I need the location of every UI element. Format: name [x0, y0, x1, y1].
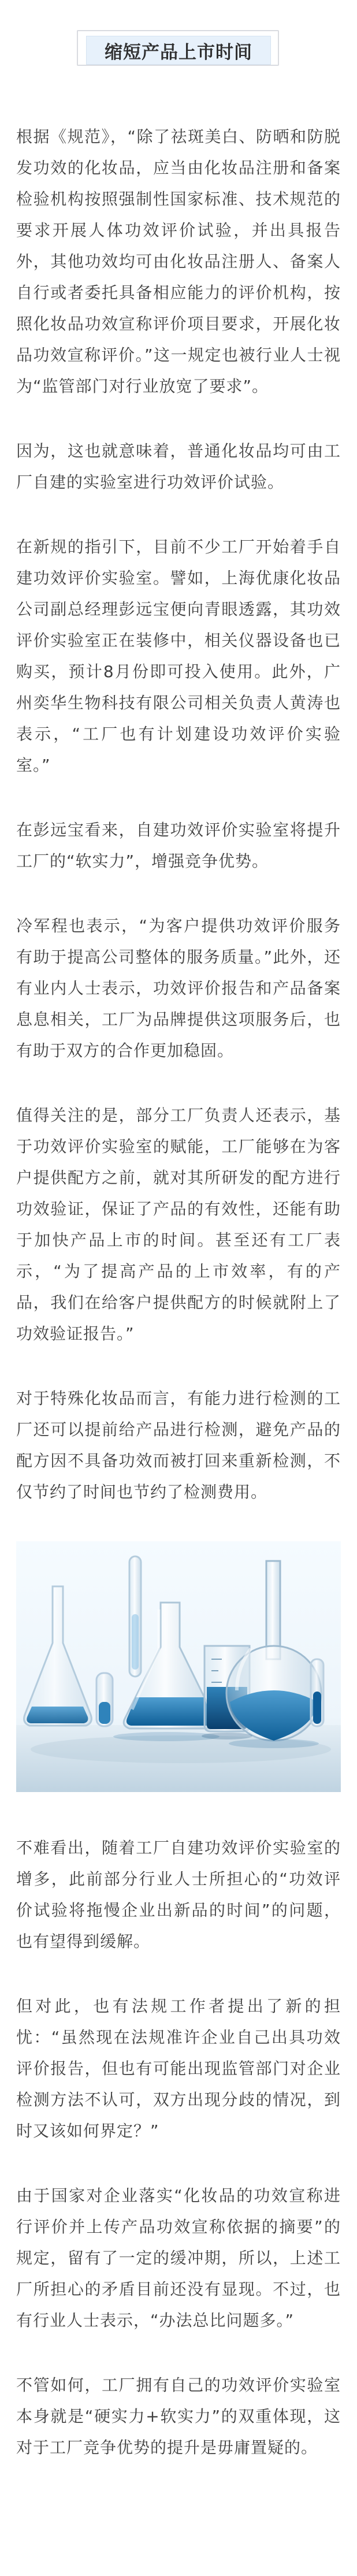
section-header [0, 30, 357, 70]
article-paragraph-11: 不管如何，工厂拥有自己的功效评价实验室本身就是“硬实力+软实力”的双重体现，这对于工厂竞争优势的提升是毋庸置疑的。 [16, 2376, 341, 2457]
article-paragraph-8: 不难看出，随着工厂自建功效评价实验室的增多，此前部分行业人士所担心的“功效评价试验将拖慢企业出新品的时间”的问题，也有望得到缓解。 [16, 1838, 341, 1951]
article-paragraph-7: 对于特殊化妆品而言，有能力进行检测的工厂还可以提前给产品进行检测，避免产品的配方因不具备功效而被打回来重新检测，不仅节约了时间也节约了检测费用。 [16, 1389, 341, 1501]
page-title: 缩短产品上市时间 [105, 42, 252, 63]
article-paragraph-4: 在彭远宝看来，自建功效评价实验室将提升工厂的“软实力”，增强竞争优势。 [16, 820, 341, 871]
header-box [86, 36, 271, 65]
article-paragraph-3: 在新规的指引下，目前不少工厂开始着手自建功效评价实验室。譬如，上海优康化妆品公司副总经理彭远宝便向青眼透露，其功效评价实验室正在装修中，相关仪器设备也已购买，预计8月份即可投入使用。此外，广州奕华生物科技有限公司相关负责人黄涛也表示，“工厂也有计划建设功效评价实验室。” [16, 537, 341, 775]
article-paragraph-9: 但对此，也有法规工作者提出了新的担忧：“虽然现在法规准许企业自己出具功效评价报告，但也有可能出现监管部门对企业检测方法不认可，双方出现分歧的情况，到时又该如何界定？” [16, 1997, 341, 2140]
article-paragraph-5: 冷军程也表示，“为客户提供功效评价服务有助于提高公司整体的服务质量。”此外，还有业内人士表示，功效评价报告和产品备案息息相关，工厂为品牌提供这项服务后，也有助于双方的合作更加稳固。 [16, 916, 341, 1060]
article-paragraph-2: 因为，这也就意味着，普通化妆品均可由工厂自建的实验室进行功效评价试验。 [16, 441, 341, 492]
article-paragraph-6: 值得关注的是，部分工厂负责人还表示，基于功效评价实验室的赋能，工厂能够在为客户提供配方之前，就对其所研发的配方进行功效验证，保证了产品的有效性，还能有助于加快产品上市的时间。甚至还有工厂表示，“为了提高产品的上市效率，有的产品，我们在给客户提供配方的时候就附上了功效验证报告。” [16, 1106, 341, 1343]
article-body [16, 121, 341, 2463]
lab-glassware-image [16, 1541, 341, 1792]
article-paragraph-1: 根据《规范》，“除了祛斑美白、防晒和防脱发功效的化妆品，应当由化妆品注册和备案检验机构按照强制性国家标准、技术规范的要求开展人体功效评价试验，并出具报告外，其他功效均可由化妆品注册人、备案人自行或者委托具备相应能力的评价机构，按照化妆品功效宣称评价项目要求，开展化妆品功效宣称评价。”这一规定也被行业人士视为“监管部门对行业放宽了要求”。 [16, 127, 341, 396]
lab-glassware-illustration [16, 1541, 341, 1792]
article-paragraph-10: 由于国家对企业落实“化妆品的功效宣称进行评价并上传产品功效宣称依据的摘要”的规定，留有了一定的缓冲期，所以，上述工厂所担心的矛盾目前还没有显现。不过，也有行业人士表示，“办法总比问题多。” [16, 2186, 341, 2330]
